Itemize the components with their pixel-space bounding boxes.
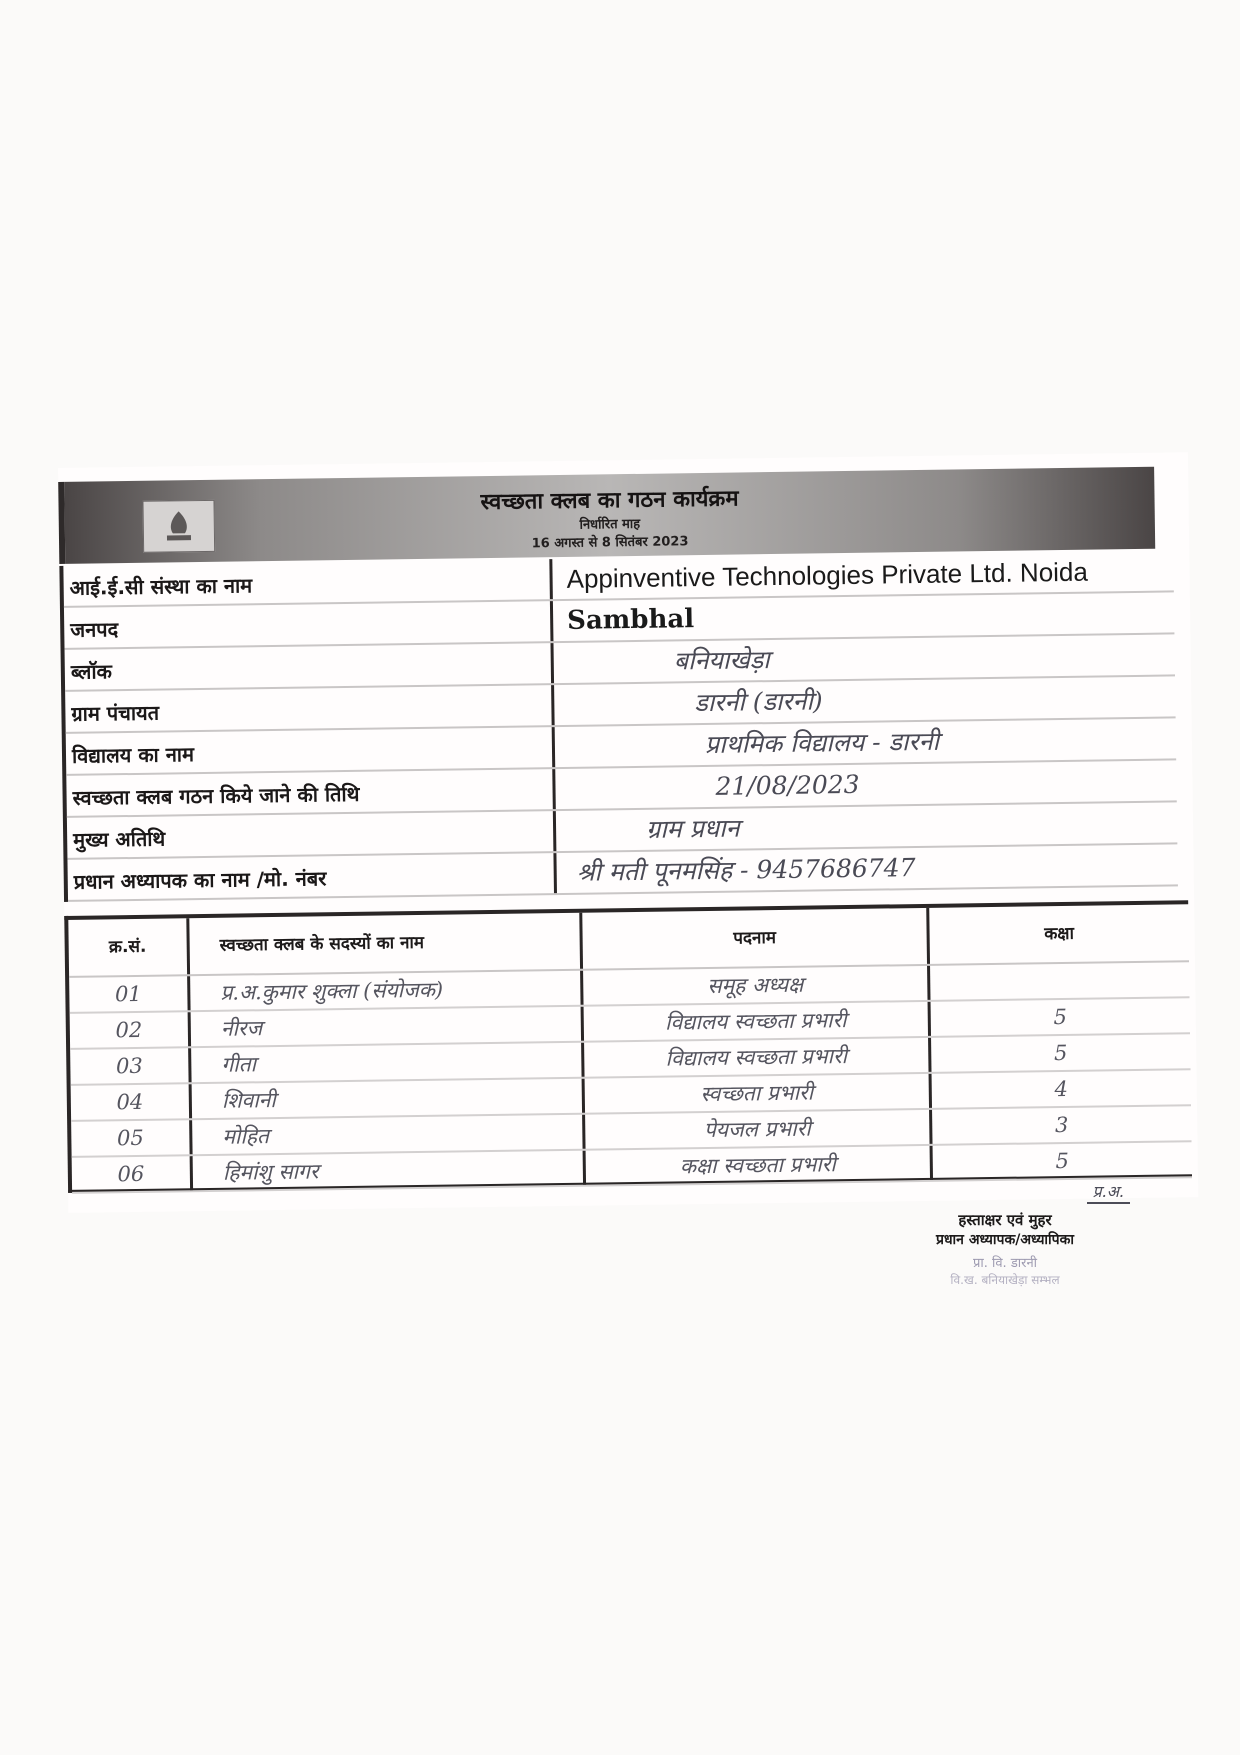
cell-name: शिवानी <box>192 1079 585 1118</box>
cell-class: 5 <box>1055 1148 1070 1174</box>
cell-sn: 06 <box>72 1156 193 1192</box>
info-value: Sambhal <box>566 604 695 636</box>
info-value: प्राथमिक विद्यालय - डारनी <box>704 726 940 759</box>
col-header-sn: क्र.सं. <box>68 918 190 976</box>
signature: प्र.अ. <box>1087 1180 1131 1204</box>
info-value: डारनी (डारनी) <box>694 686 823 718</box>
info-label: मुख्य अतिथि <box>67 811 557 858</box>
cell-class: 5 <box>1053 1004 1068 1030</box>
cell-role: पेयजल प्रभारी <box>585 1110 932 1149</box>
info-value: ग्राम प्रधान <box>645 813 740 844</box>
cell-sn: 05 <box>71 1120 192 1156</box>
cell-sn: 02 <box>70 1012 191 1048</box>
col-header-role: पदनाम <box>582 908 930 969</box>
info-label: स्वच्छता क्लब गठन किये जाने की तिथि <box>66 769 556 816</box>
cell-role: विद्यालय स्वच्छता प्रभारी <box>584 1038 931 1077</box>
cell-role: समूह अध्यक्ष <box>583 966 930 1005</box>
info-label: विद्यालय का नाम <box>66 727 556 774</box>
cell-role: विद्यालय स्वच्छता प्रभारी <box>584 1002 931 1041</box>
cell-sn: 03 <box>70 1048 191 1084</box>
block-stamp: वि.ख. बनियाखेड़ा सम्भल <box>950 1273 1060 1287</box>
signature-role: प्रधान अध्यापक/अध्यापिका <box>935 1232 1075 1248</box>
document-sheet <box>58 452 1198 1213</box>
col-header-class: कक्षा <box>1044 923 1075 945</box>
signature-caption: हस्ताक्षर एवं मुहर <box>958 1211 1052 1229</box>
cell-role: स्वच्छता प्रभारी <box>585 1074 932 1113</box>
cell-name: मोहित <box>192 1115 585 1154</box>
cell-name: हिमांशु सागर <box>193 1151 586 1190</box>
cell-name: गीता <box>191 1043 584 1082</box>
signature-block <box>880 1180 1130 1288</box>
header-banner <box>58 467 1155 564</box>
cell-class: 5 <box>1053 1040 1068 1066</box>
form-subtitle: निर्धारित माह <box>579 516 641 533</box>
info-label: ग्राम पंचायत <box>65 685 555 732</box>
info-label: जनपद <box>64 601 554 648</box>
info-label: ब्लॉक <box>65 643 555 690</box>
cell-sn: 01 <box>69 976 190 1012</box>
info-label: आई.ई.सी संस्था का नाम <box>63 559 553 606</box>
info-value: Appinventive Technologies Private Ltd. Noida <box>566 556 1089 594</box>
cell-role: कक्षा स्वच्छता प्रभारी <box>586 1146 933 1185</box>
school-stamp: प्रा. वि. डारनी <box>972 1256 1038 1271</box>
cell-class <box>930 962 1189 1000</box>
info-table <box>59 550 1178 902</box>
cell-name: नीरज <box>191 1007 584 1046</box>
col-header-name: स्वच्छता क्लब के सदस्यों का नाम <box>189 913 583 974</box>
cell-class: 3 <box>1054 1112 1069 1138</box>
cell-name: प्र.अ.कुमार शुक्ला (संयोजक) <box>190 971 583 1010</box>
info-value: 21/08/2023 <box>715 769 860 801</box>
cell-sn: 04 <box>71 1084 192 1120</box>
form-title: स्वच्छता क्लब का गठन कार्यक्रम <box>480 486 739 516</box>
form-dates: 16 अगस्त से 8 सितंबर 2023 <box>531 534 689 552</box>
info-value: बनियाखेड़ा <box>673 645 770 676</box>
info-label: प्रधान अध्यापक का नाम /मो. नंबर <box>67 853 557 900</box>
members-table <box>64 900 1192 1193</box>
cell-class: 4 <box>1054 1076 1069 1102</box>
info-value: श्री मती पूनमसिंह - 9457686747 <box>576 853 916 887</box>
